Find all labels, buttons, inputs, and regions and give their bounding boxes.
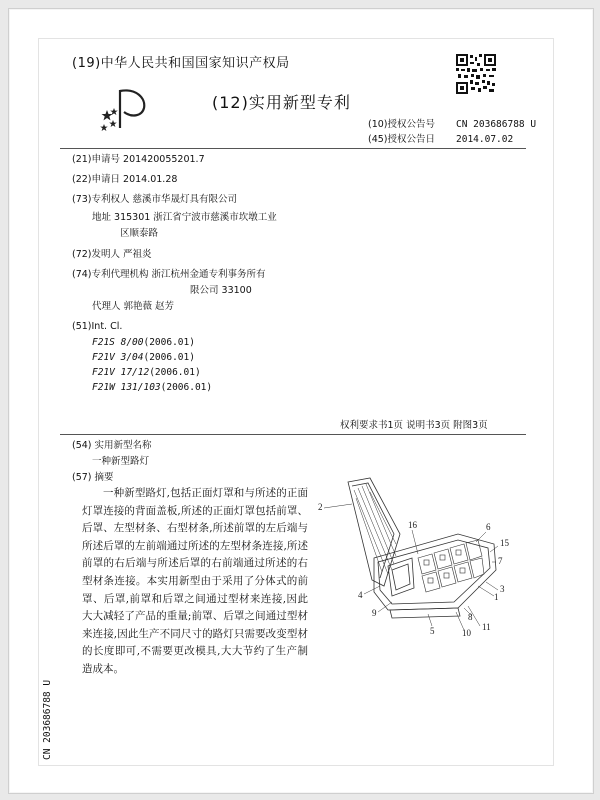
page-counts: 权利要求书1页 说明书3页 附图3页 xyxy=(340,420,488,431)
ipc-code-row xyxy=(92,336,195,349)
figure-reference-numeral: 2 xyxy=(318,502,323,512)
ipc-code-row xyxy=(92,381,212,394)
patent-agency-line-1: (74)专利代理机构 浙江杭州金通专利事务所有 xyxy=(72,269,266,280)
abstract-paragraph: 一种新型路灯,包括正面灯罩和与所述的正面灯罩连接的背面盖板,所述的正面灯罩包括前罩、后罩、左型材条、右型材条,所述前罩的左后端与所述后罩的左前端通过所述的左型材条连接,所述前罩的右后端与所述后罩的右前端通过所述的右型材条连接。本实用新型由于采用了分体式的前罩、后罩,前罩和后罩之间通过型材来连接,因此大大减轻了产品的重量;前罩、后罩之间通过型材来连接,因此生产不同尺寸的路灯只需要改变型材的长度即可,不需要更改模具,大大节约了生产制造成本。 xyxy=(82,487,308,675)
figure-reference-numeral: 4 xyxy=(358,590,363,600)
figure-reference-numeral: 15 xyxy=(500,538,509,548)
patent-agency-line-2: 限公司 33100 xyxy=(190,285,252,296)
ipc-code: F21S 8/00 xyxy=(92,337,144,348)
publication-number: CN 203686788 U xyxy=(456,119,537,130)
address-line-2: 区顺泰路 xyxy=(120,228,159,239)
figure-reference-numeral: 16 xyxy=(408,520,417,530)
ipc-version: (2006.01) xyxy=(143,352,195,363)
ipc-version: (2006.01) xyxy=(149,367,201,378)
figure-reference-numeral: 6 xyxy=(486,522,491,532)
biblio-divider xyxy=(60,434,526,435)
address-line-1: 地址 315301 浙江省宁波市慈溪市坎墩工业 xyxy=(92,212,277,223)
figure-reference-numeral: 3 xyxy=(500,584,505,594)
figure-reference-numeral: 5 xyxy=(430,626,435,636)
figure-reference-numeral: 1 xyxy=(494,592,499,602)
figure-reference-numeral: 8 xyxy=(468,612,473,622)
figure-reference-numeral: 7 xyxy=(498,556,503,566)
application-date: (22)申请日 2014.01.28 xyxy=(72,174,178,185)
cnipa-logo-icon xyxy=(100,82,152,134)
publication-date-label: (45)授权公告日 xyxy=(368,134,436,145)
int-cl-label: (51)Int. Cl. xyxy=(72,321,123,332)
publication-number-label: (10)授权公告号 xyxy=(368,119,436,130)
patent-office-header: (19)中华人民共和国国家知识产权局 xyxy=(72,56,290,71)
patent-agent: 代理人 郭艳薇 赵芳 xyxy=(92,301,175,312)
figure-reference-numeral: 11 xyxy=(482,622,491,632)
ipc-code: F21V 17/12 xyxy=(92,367,150,378)
side-publication-number: CN 203686788 U xyxy=(42,679,53,760)
application-number: (21)申请号 201420055201.7 xyxy=(72,154,205,165)
header-divider xyxy=(60,148,526,149)
ipc-code-row xyxy=(92,351,195,364)
patentee: (73)专利权人 慈溪市华晟灯具有限公司 xyxy=(72,194,238,205)
abstract-label: (57) 摘要 xyxy=(72,472,114,483)
ipc-code-row xyxy=(92,366,201,379)
street-lamp-figure xyxy=(308,474,522,654)
utility-model-name: 一种新型路灯 xyxy=(92,456,150,467)
qr-code-icon xyxy=(456,54,496,94)
document-type-title: (12)实用新型专利 xyxy=(212,93,351,112)
inventor: (72)发明人 严祖炎 xyxy=(72,249,152,260)
utility-model-name-label: (54) 实用新型名称 xyxy=(72,440,152,451)
ipc-version: (2006.01) xyxy=(160,382,213,393)
ipc-code: F21V 3/04 xyxy=(92,352,144,363)
ipc-version: (2006.01) xyxy=(143,337,195,348)
ipc-code: F21W 131/103 xyxy=(92,382,161,393)
publication-date: 2014.07.02 xyxy=(456,134,514,145)
abstract-text xyxy=(82,485,308,679)
figure-reference-numeral: 10 xyxy=(462,628,471,638)
figure-reference-numeral: 9 xyxy=(372,608,377,618)
